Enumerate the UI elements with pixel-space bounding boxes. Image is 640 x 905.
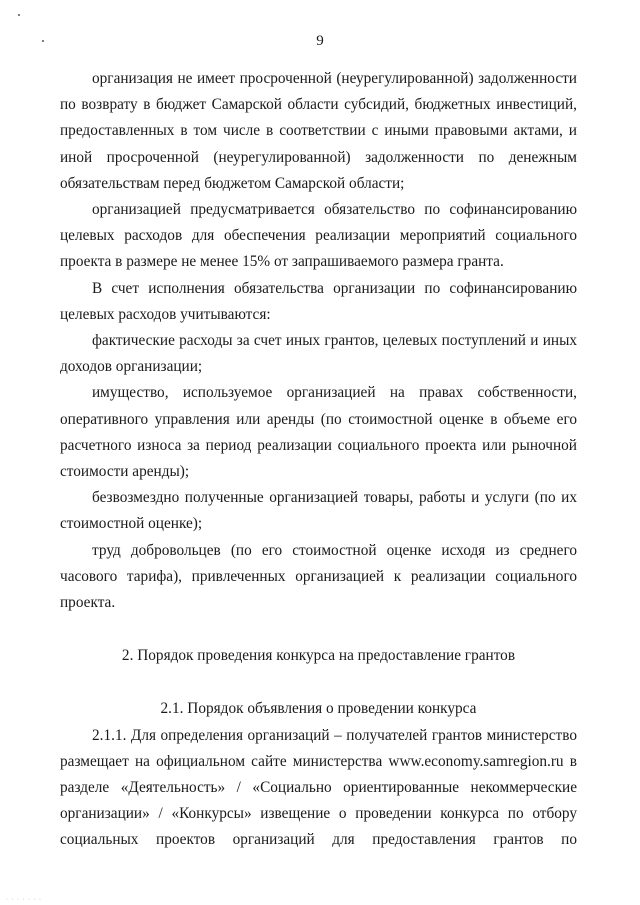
scan-speck (18, 14, 20, 16)
paragraph: 2.1.1. Для определения организаций – получателей грантов министерство размещает на официальном сайте министерства www.economy.samregion.ru в разделе «Деятельность» / «Социально ориентированные некоммерческие организации» / «Конкурсы» извещение о проведении конкурса по отбору социальных проектов организаций для предоставления грантов по (60, 726, 577, 849)
document-body (60, 66, 577, 854)
section-heading: 2. Порядок проведения конкурса на предоставление грантов (121, 647, 516, 665)
scan-edge-noise: · · · · · · · (6, 897, 42, 903)
paragraph: имущество, используемое организацией на правах собственности, оперативного управления или аренды (по стоимостной оценке в объеме его расчетного износа за период реализации социального проекта или рыночной стоимости аренды); (60, 384, 577, 481)
page-number: 9 (316, 33, 324, 49)
paragraph: труд добровольцев (по его стоимостной оценке исходя из среднего часового тарифа), привлеченных организацией к реализации социального проекта. (60, 541, 577, 612)
paragraph: В счет исполнения обязательства организации по софинансированию целевых расходов учитываются: (60, 279, 577, 323)
subsection-heading: 2.1. Порядок объявления о проведении конкурса (160, 700, 477, 718)
paragraph: фактические расходы за счет иных грантов, целевых поступлений и иных доходов организации; (60, 332, 577, 376)
paragraph: организация не имеет просроченной (неурегулированной) задолженности по возврату в бюджет Самарской области субсидий, бюджетных инвестиций, предоставленных в том числе в соответствии с иными правовыми актами, и иной просроченной (неурегулированной) задолженности по денежным обязательствам перед бюджетом Самарской области; (60, 70, 577, 192)
paragraph: безвозмездно полученные организацией товары, работы и услуги (по их стоимостной оценке); (60, 489, 577, 533)
paragraph: организацией предусматривается обязательство по софинансированию целевых расходов для обеспечения реализации мероприятий социального проекта в размере не менее 15% от запрашиваемого размера гранта. (60, 201, 577, 271)
